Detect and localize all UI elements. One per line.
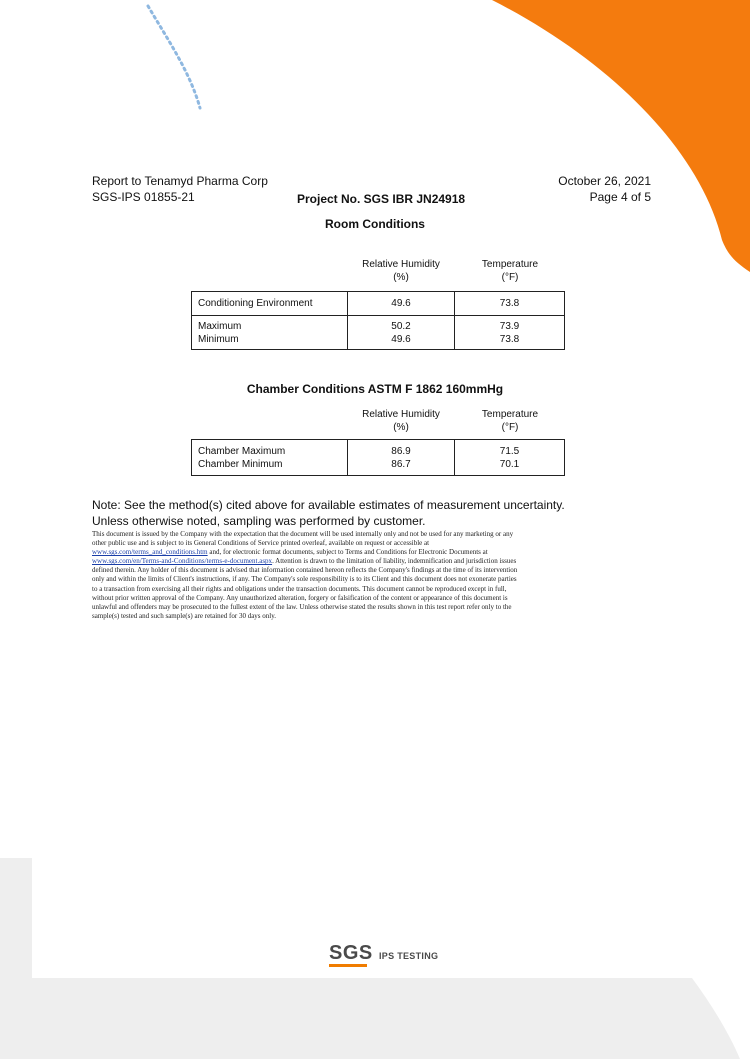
table-row xyxy=(192,292,565,316)
humidity-unit: (%) xyxy=(393,272,409,283)
chamber-humidity-header xyxy=(348,408,454,434)
chamber-maximum-label: Chamber Maximum xyxy=(198,445,286,457)
humidity-label: Relative Humidity xyxy=(362,259,440,270)
disclaimer-line: unlawful and offenders may be prosecuted to the fullest extent of the law. Unless otherwise stated the results shown in this test report refer only to the xyxy=(92,602,512,611)
room-temperature-header xyxy=(456,258,564,284)
room-conditions-title: Room Conditions xyxy=(325,217,425,231)
maximum-label: Maximum xyxy=(198,320,242,332)
blue-dotted-curve xyxy=(148,6,200,108)
maximum-humidity: 50.2 xyxy=(391,320,411,332)
chamber-minimum-humidity: 86.7 xyxy=(391,458,411,470)
row-label xyxy=(192,440,348,476)
humidity-value: 49.6 xyxy=(348,292,455,316)
temperature-value xyxy=(455,440,565,476)
chamber-minimum-label: Chamber Minimum xyxy=(198,458,283,470)
table-row xyxy=(192,316,565,350)
report-date: October 26, 2021 xyxy=(558,174,651,188)
sgs-logo: SGS xyxy=(329,942,373,964)
humidity-label: Relative Humidity xyxy=(362,409,440,420)
page-number: Page 4 of 5 xyxy=(589,190,651,204)
report-recipient: Report to Tenamyd Pharma Corp xyxy=(92,174,268,188)
project-number: Project No. SGS IBR JN24918 xyxy=(297,192,466,206)
legal-disclaimer xyxy=(92,530,588,621)
disclaimer-line xyxy=(92,557,588,566)
chamber-conditions-title: Chamber Conditions ASTM F 1862 160mmHg xyxy=(246,382,504,396)
disclaimer-line: to a transaction from exercising all their rights and obligations under the transaction documents. This document cannot be reproduced except in full, xyxy=(92,584,507,593)
sampling-note: Unless otherwise noted, sampling was performed by customer. xyxy=(92,514,426,528)
report-id: SGS-IPS 01855-21 xyxy=(92,190,195,204)
disclaimer-line: other public use and is subject to its General Conditions of Service printed overleaf, available on request or accessible at xyxy=(92,539,430,548)
disclaimer-text: and, for electronic format documents, subject to Terms and Conditions for Electronic Documents at xyxy=(207,548,488,557)
chamber-conditions-table xyxy=(191,439,565,476)
temperature-unit: (°F) xyxy=(501,272,519,283)
logo-accent-bar xyxy=(329,964,367,967)
disclaimer-line: sample(s) tested and such sample(s) are retained for 30 days only. xyxy=(92,611,277,620)
temperature-value xyxy=(455,316,565,350)
maximum-temperature: 73.9 xyxy=(499,320,520,332)
humidity-value xyxy=(348,440,455,476)
disclaimer-line xyxy=(92,548,588,557)
temperature-label: Temperature xyxy=(481,259,539,270)
chamber-maximum-humidity: 86.9 xyxy=(391,445,411,457)
chamber-maximum-temperature: 71.5 xyxy=(499,445,520,457)
room-humidity-header xyxy=(348,258,454,284)
orange-corner-shape xyxy=(492,0,750,272)
row-label: Conditioning Environment xyxy=(192,292,348,316)
ips-testing-label: IPS TESTING xyxy=(379,951,439,961)
e-document-terms-link[interactable]: www.sgs.com/en/Terms-and-Conditions/terms-e-document.aspx xyxy=(92,557,273,566)
temperature-label: Temperature xyxy=(481,409,539,420)
minimum-humidity: 49.6 xyxy=(391,333,411,345)
terms-link[interactable]: www.sgs.com/terms_and_conditions.htm xyxy=(92,548,208,557)
disclaimer-line: This document is issued by the Company with the expectation that the document will be used internally only and not be used for any marketing or any xyxy=(92,530,514,538)
minimum-temperature: 73.8 xyxy=(499,333,520,345)
disclaimer-line: only and within the limits of Client's instructions, if any. The Company's sole responsibility is to its Client and this document does not exonerate parties xyxy=(92,575,517,584)
chamber-temperature-header xyxy=(456,408,564,434)
uncertainty-note: Note: See the method(s) cited above for available estimates of measurement uncertainty. xyxy=(92,498,565,512)
disclaimer-line: without prior written approval of the Company. Any unauthorized alteration, forgery or falsification of the content or appearance of this document is xyxy=(92,593,508,602)
disclaimer-text: . Attention is drawn to the limitation of liability, indemnification and jurisdiction issues xyxy=(272,557,517,566)
disclaimer-line: defined therein. Any holder of this document is advised that information contained hereon reflects the Company's findings at the time of its intervention xyxy=(92,566,518,575)
humidity-unit: (%) xyxy=(393,422,409,433)
humidity-value xyxy=(348,316,455,350)
chamber-minimum-temperature: 70.1 xyxy=(499,458,520,470)
temperature-unit: (°F) xyxy=(501,422,519,433)
table-row xyxy=(192,440,565,476)
temperature-value: 73.8 xyxy=(455,292,565,316)
room-conditions-table xyxy=(191,291,565,350)
minimum-label: Minimum xyxy=(198,333,239,345)
row-label xyxy=(192,316,348,350)
